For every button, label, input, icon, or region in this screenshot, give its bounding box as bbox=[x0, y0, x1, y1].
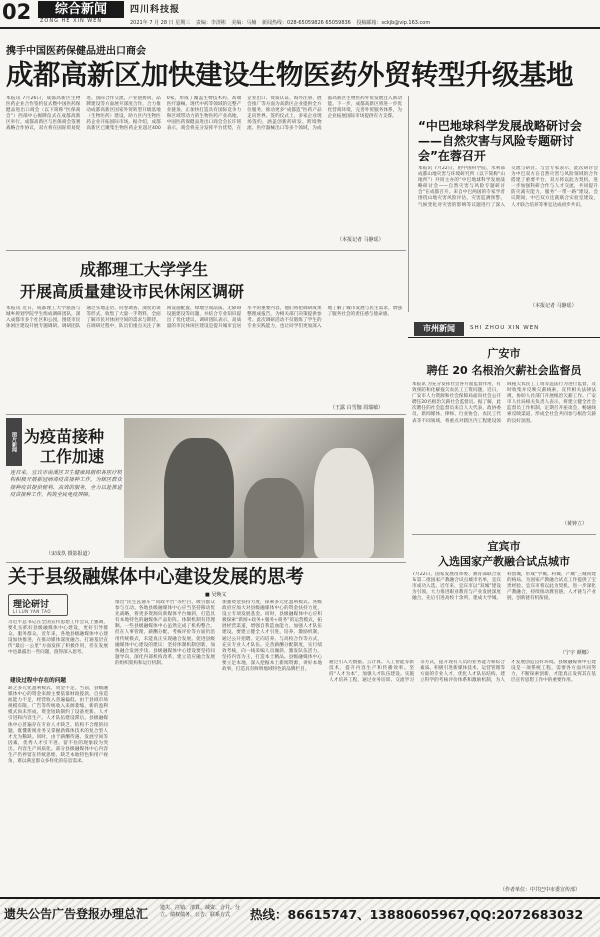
local-tag: 市州新闻 bbox=[414, 322, 464, 336]
story1-headline: 聘任 20 名根治欠薪社会监督员 bbox=[426, 364, 582, 377]
sidebar-divider bbox=[408, 96, 409, 312]
opinion-section-1: 建设过程中存在的问题 bbox=[10, 678, 66, 684]
opinion-col-3: 加强资金扶持力度，探索多元化盈利模式。各级政府应加大对县级融媒体中心的资金扶持力度，设立专项发展基金。同时，县级融媒体中心应积极探索“新闻+政务+服务+商务”的运营模式，拓展经营渠道，增强自我造血能力。加强人才队伍建设。要建立健全人才引进、培养、激励机制，通过公开招聘、定向培养、与高校合作等方式，充实专业人才队伍。完善薪酬分配制度，实行绩效考核，向一线采编人员倾斜，激发队伍活力。坚持内容为王，打造本土精品。县级融媒体中心要立足本地，深入挖掘本土新闻资源，讲好本地故事，打造具有鲜明地域特色的品牌栏目。 bbox=[222, 600, 322, 673]
story2-place: 宜宾市 bbox=[487, 540, 521, 553]
forum-body: 本报讯 7月22日，由中国科学院、水利部成都山地灾害与环境研究所（以下简称“山地所”）共同主办的“中巴地球科学发展战略研讨会——自然灾害与风险专题研讨会”在成都召开。来自中巴两国的专家学者围绕山地灾害风险评估、灾害监测预警、气候变化对灾害的影响等议题进行了深入交流与研讨。与会专家表示，此次研讨会为中巴双方在自然灾害与风险领域的合作搭建了重要平台，双方将以此为契机，进一步加强科研合作与人才交流，共同提升防灾减灾能力，服务“一带一路”建设。会议期间，中巴双方还就联合实验室建设、人才联合培养等事宜达成初步共识。 bbox=[418, 166, 598, 208]
lead-body: 本报讯 7月26日，成都高新区生物医药企业合作签约仪式暨中国医药保健品进出口商会（以下简称“医保商会”）西部中心揭牌仪式在成都高新区举行。成都高新区与医保商会签署战略合作协议，双方将在国际贸易促进、国际合作交流、产业链协同、品牌建设等方面展开深度合作，合力推动成都高新区国家外贸转型升级基地（生物医药）建设，助力区内生物医药企业开拓国际市场。据介绍，成都高新区已聚集生物医药企业超过4000家，形成了覆盖生物技术药、高端医疗器械、现代中药等领域的完整产业链条，正加快打造具有国际竞争力和区域带动力的生物医药产业高地。中国医药保健品进出口商会会长许铭表示，商会将充分发挥平台优势，在企业出口、资质认证、海外注册、展会推广等方面为高新区企业提供全方位服务，推动更多“成都造”医药产品走向世界。签约仪式上，多家企业现场签约，涵盖创新药研发、跨境物流、医疗器械出口等多个领域，为成都高新区生物医药外贸发展注入新动能。下一步，成都高新区将进一步优化营商环境，完善外贸服务体系，为企业拓展国际市场提供有力支撑。 bbox=[6, 96, 402, 132]
university-headline-1: 成都理工大学学生 bbox=[80, 260, 209, 279]
email: 投稿邮箱：sckjb@vip.163.com bbox=[356, 20, 431, 26]
footer-ad-contact: 热线：86615747、13880605967,QQ:2072683032 bbox=[250, 907, 584, 922]
photo-figure-doctor bbox=[314, 448, 374, 558]
story2-headline: 入选国家产教融合试点城市 bbox=[438, 555, 570, 568]
photo-figure-patient bbox=[244, 478, 304, 558]
vaccination-photo bbox=[124, 418, 404, 558]
section-title: 综合新闻 bbox=[38, 1, 124, 18]
story2-byline: （宁宇 颜娜） bbox=[560, 650, 592, 656]
photo-byline: （宋成玖 摄影报道） bbox=[46, 551, 93, 557]
lead-headline: 成都高新区加快建设生物医药外贸转型升级基地 bbox=[6, 59, 573, 91]
opinion-intro: 习近平总书记在全国宣传思想工作会议上强调，要扎实抓好县级融媒体中心建设，更好引导群众、服务群众。近年来，各地县级融媒体中心建设加快推进，在推动媒体深度融合、打通基层宣传“最后一公里”方面发挥了积极作用，但在发展中也暴露出一些问题，值得深入思考。 bbox=[8, 620, 108, 656]
section-title-en: ZONG HE XIN WEN bbox=[40, 18, 103, 24]
lead-kicker: 携手中国医药保健品进出口商会 bbox=[6, 46, 146, 57]
opinion-col-2: 推出“民生直通车”“问政平台”等栏目，吸引群众参与互动。各地县级融媒体中心应当坚持移动优先战略，将更多资源向新媒体平台倾斜，打造具有本地特色的融媒体产品矩阵。体制机制有待理顺。一些县级融媒体中心虽然完成了机构整合，但在人事管理、薪酬分配、考核评价等方面仍沿用传统模式，未能真正实现融合发展。促进县级融媒体中心建设的建议：坚持体制机制创新，加快融合发展步伐。县级融媒体中心建设要坚持问题导向，深化内部机构改革，建立适应融合发展的组织架构和运行机制。 bbox=[115, 600, 215, 666]
local-tag-bar bbox=[408, 320, 600, 338]
opinion-col-4: 通过引入大数据、云计算、人工智能等新技术，提升内容生产和传播效率。坚持“人才为本”，加强人才队伍建设。实施人才培养工程，通过业务培训、交流学习等方式，提升现有人员的业务能力和综合素质。积极引进新媒体技术、运营管理等方面的专业人才，优化人才队伍结构。建立科学的考核评价体系和激励机制，为人才发展创造良好环境。县级融媒体中心建设是一项系统工程，需要各方面共同努力，不断探索创新，才能真正发挥其在基层宣传思想工作中的重要作用。 bbox=[329, 660, 596, 684]
lead-byline: （本报记者 马静瑶） bbox=[337, 237, 384, 243]
rule-opinion bbox=[6, 562, 406, 563]
date-line: 2021年 7 月 28 日 星期三 bbox=[130, 20, 191, 26]
rule-university bbox=[6, 250, 406, 251]
editor: 责编：李清彬 bbox=[195, 20, 226, 26]
opinion-col-1: 缺乏多元化盈利模式，资金不足。当前，县级融媒体中心的资金来源主要依靠财政拨款，自身造血能力不足，经营收入普遍偏低。由于县域市场规模有限，广告等传统收入来源萎缩，新的盈利模式尚未形成，资金短缺制约了设备更新、人才引进和内容生产。人才队伍建设滞后。县级融媒体中心普遍存在专业人才缺乏、结构不合理的问题，既懂新闻业务又掌握新媒体技术的复合型人才尤为稀缺。同时，由于薪酬待遇、发展空间等因素，优秀人才引不进、留不住的现象较为突出。内容生产同质化。部分县级融媒体中心内容生产仍停留在传统思维，缺乏本地特色和用户视角，难以满足群众多样化的信息需求。 bbox=[8, 686, 108, 765]
header-meta bbox=[130, 19, 430, 26]
forum-headline: “中巴地球科学发展战略研讨会——自然灾害与风险专题研讨会”在蓉召开 bbox=[418, 119, 582, 163]
designer: 美编：马楠 bbox=[231, 20, 257, 26]
opinion-byline: （作者单位：中共巴中市委宣传部） bbox=[500, 887, 581, 893]
story1-byline: （黄钟立） bbox=[562, 521, 588, 527]
university-byline: （王露 白雪伽 周瑞敏） bbox=[330, 405, 384, 411]
opinion-tag: 理论研讨 bbox=[13, 600, 50, 610]
header-rule bbox=[0, 27, 600, 29]
opinion-tag-box bbox=[8, 594, 68, 616]
photo-caption: 连日来，宜宾市南溪区卫生健康局组织各医疗机构积极开展新冠病毒疫苗接种工作，为辖区群众接种疫苗提供便利、高效的服务，全力以赴推进疫苗接种工作，构筑全民免疫屏障。 bbox=[10, 470, 122, 499]
forum-byline: （本报记者 马静瑶） bbox=[530, 303, 577, 309]
photo-figure-nurse bbox=[164, 438, 234, 558]
photo-title-2: 工作加速 bbox=[40, 447, 105, 466]
story1-body: 本报讯 为充分发挥社会各方面监督作用，有效预防和化解拖欠农民工工资问题，近日，广安市人力资源和社会保障局面向社会公开聘任20名根治欠薪社会监督员。据了解，此次聘任的社会监督员来自人大代表、政协委员、新闻媒体、律师、行业协会、农民工代表等不同领域，将重点对辖区内工程建设领域拖欠农民工工资等违法行为进行监督，及时收集并反映欠薪线索，宣传相关法律法规，协助人社部门开展根治欠薪工作。广安市人社局相关负责人表示，将建立健全社会监督员工作机制，定期召开座谈会，畅通线索反映渠道，形成全社会共同参与根治欠薪的良好氛围。 bbox=[412, 382, 596, 424]
story2-body: 7月22日，国家发展改革委、教育部联合发布第二批国家产教融合试点城市名单，宜宾市成功入选。近年来，宜宾市以“双城”建设为引领，大力推进职业教育与产业发展深度融合，先后引进高校十余所，建成大学城、科创城，形成“学城、科城、产城”三城同建的格局，为国家产教融合试点工作提供了宝贵经验。宜宾市将以此为契机，进一步深化产教融合，持续推动教育链、人才链与产业链、创新链有机衔接。 bbox=[412, 572, 596, 602]
opinion-headline: 关于县级融媒体中心建设发展的思考 bbox=[8, 567, 305, 588]
footer-ad bbox=[0, 897, 600, 937]
university-headline-2: 开展高质量建设市民休闲区调研 bbox=[20, 282, 245, 301]
rule-yibin bbox=[412, 534, 596, 535]
story1-place: 广安市 bbox=[487, 347, 521, 360]
opinion-author: ■ 吴焕义 bbox=[205, 592, 227, 598]
rule-photo bbox=[6, 414, 406, 415]
photo-tag: 图片新闻 bbox=[6, 418, 22, 466]
hotline: 新闻热线：028-65059826 65059836 bbox=[262, 20, 351, 26]
university-body: 本报讯 近日，成都理工大学旅游与城乡规划学院学生组成调研团队，深入成都市多个社区和公园，围绕市民休闲区建设开展专题调研。调研团队通过实地走访、问卷调查、深度访谈等形式，收集了大量一手资料，全面了解市民对休闲空间的需求与期待。在调研过程中，队员们重点关注了休闲设施配置、绿地空间品质、无障碍设施建设等问题，并结合专业知识提出了优化建议。调研团队表示，高质量的市民休闲区建设是提升城市宜居水平的重要内容，他们将把调研成果整理成报告，为相关部门决策提供参考。此次调研活动不仅锻炼了学生的专业实践能力，也让同学们更加深入地了解了城市发展与民生需求，增强了服务社会的责任感与使命感。 bbox=[6, 306, 402, 330]
footer-ad-services: 遗失、注销、清算、减资、合并、分立、债权债务、公告、联系方式 bbox=[160, 905, 241, 918]
footer-ad-title: 遗失公告广告登报办理总汇 bbox=[4, 907, 149, 921]
local-tag-en: SHI ZHOU XIN WEN bbox=[470, 325, 540, 331]
photo-title-1: 为疫苗接种 bbox=[24, 427, 105, 446]
paper-name: 四川科技报 bbox=[130, 5, 181, 15]
page-number: 02 bbox=[2, 0, 32, 24]
opinion-tag-en: LI LUN YAN TAO bbox=[13, 609, 51, 614]
